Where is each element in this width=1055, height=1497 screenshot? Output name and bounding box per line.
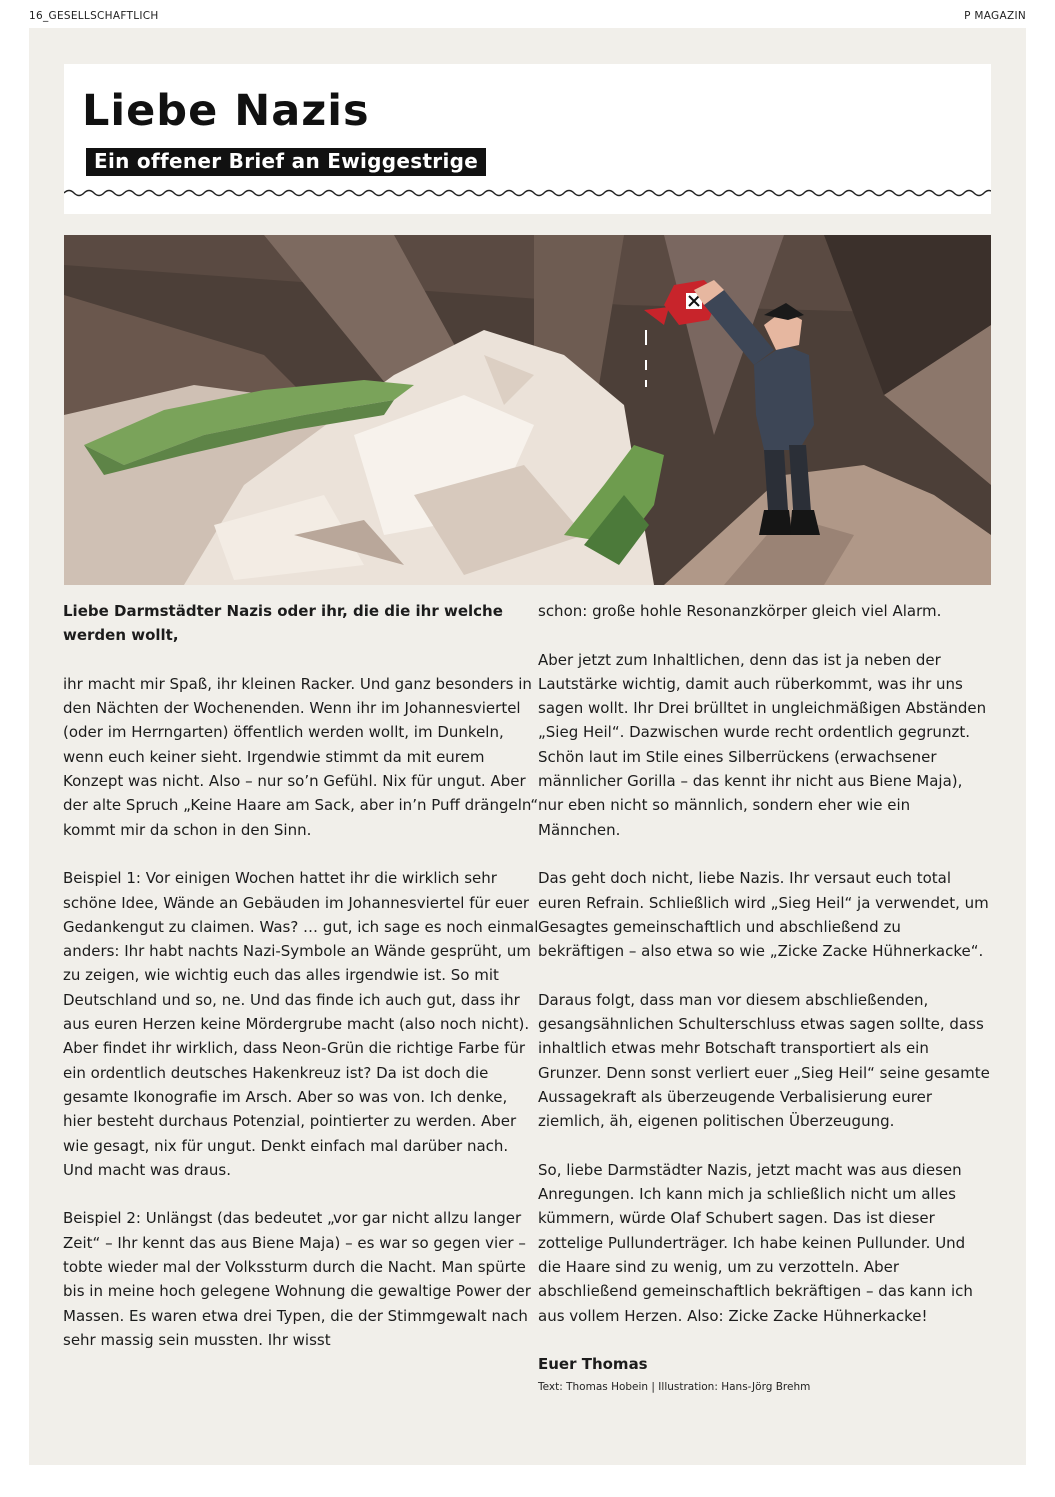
paragraph: Beispiel 2: Unlängst (das bedeutet „vor gar nicht allzu langer Zeit“ – Ihr kennt das aus Biene Maja) – es war so gegen vier – tobte wieder mal der Volkssturm durch die Nacht. Man spürte bis in meine hoch gelegene Wohnung die gewaltige Power der Massen. Es waren etwa drei Typen, die der Stimmgewalt nach sehr massig sein mussten. Ihr wisst — [63, 1209, 531, 1349]
paragraph: schon: große hohle Resonanzkörper gleich viel Alarm. — [538, 602, 942, 620]
wavy-divider — [64, 186, 991, 200]
magazine-name: P MAGAZIN — [964, 10, 1026, 22]
section-label: 16_GESELLSCHAFTLICH — [29, 10, 159, 22]
paragraph: So, liebe Darmstädter Nazis, jetzt macht was aus diesen Anregungen. Ich kann mich ja schließlich nicht um alles kümmern, würde Olaf Schubert sagen. Das ist dieser zottelige Pullunderträger. Ich habe keinen Pullunder. Und die Haare sind zu wenig, um zu verzotteln. Aber abschließend gemeinschaftlich bekräftigen – das kann ich aus vollem Herzen. Also: Zicke Zacke Hühnerkacke! — [538, 1160, 973, 1325]
paragraph: Aber jetzt zum Inhaltlichen, denn das ist ja neben der Lautstärke wichtig, damit auch rüberkommt, was ihr uns sagen wollt. Ihr Drei brülltet in ungleichmäßigen Abständen „Sieg Heil“. Dazwischen wurde recht ordentlich gegrunzt. Schön laut im Stile eines Silberrückens (erwachsener männlicher Gorilla – das kennt ihr nicht aus Biene Maja), nur eben nicht so männlich, sondern eher wie ein Männchen. — [538, 650, 987, 839]
column-right — [538, 599, 990, 1419]
column-left — [63, 599, 539, 1377]
paragraph: Daraus folgt, dass man vor diesem abschließenden, gesangsähnlichen Schulterschluss etwas sagen sollte, dass inhaltlich etwas mehr Botschaft transportiert als ein Grunzer. Denn sonst verliert euer „Sieg Heil“ seine gesamte Aussagekraft als überzeugende Verbalisierung eurer ziemlich, äh, eigenen politischen Überzeugung. — [538, 990, 990, 1131]
credits: Text: Thomas Hobein | Illustration: Hans-Jörg Brehm — [538, 1380, 811, 1393]
article-lead: Liebe Darmstädter Nazis oder ihr, die die ihr welche werden wollt, — [63, 602, 503, 645]
title-box — [64, 64, 991, 214]
article-panel — [29, 28, 1026, 1465]
paragraph: Beispiel 1: Vor einigen Wochen hattet ihr die wirklich sehr schöne Idee, Wände an Gebäuden im Johannesviertel für euer Gedankengut zu claimen. Was? … gut, ich sage es noch einmal anders: Ihr habt nachts Nazi-Symbole an Wände gesprüht, um zu zeigen, wie wichtig euch das alles irgendwie ist. So mit Deutschland und so, ne. Und das finde ich auch gut, dass ihr aus euren Herzen keine Mördergrube macht (also noch nicht). Aber findet ihr wirklich, dass Neon-Grün die richtige Farbe für ein ordentlich deutsches Hakenkreuz ist? Da ist doch die gesamte Ikonografie im Arsch. Aber so was von. Ich denke, hier besteht durchaus Potenzial, pointierter zu werden. Aber wie gesagt, nix für ungut. Denkt einfach mal darüber nach. Und macht was draus. — [63, 869, 539, 1179]
paragraph: ihr macht mir Spaß, ihr kleinen Racker. Und ganz besonders in den Nächten der Wochenenden. Wenn ihr im Johannesviertel (oder im Herrngarten) öffentlich werden wollt, im Dunkeln, wenn euch keiner sieht. Irgendwie stimmt da mit eurem Konzept was nicht. Also – nur so’n Gefühl. Nix für ungut. Aber der alte Spruch „Keine Haare am Sack, aber in’n Puff drängeln“ kommt mir da schon in den Sinn. — [63, 674, 539, 839]
signature: Euer Thomas — [538, 1355, 648, 1374]
paragraph: Das geht doch nicht, liebe Nazis. Ihr versaut euch total euren Refrain. Schließlich wird „Sieg Heil“ ja verwendet, um Gesagtes gemeinschaftlich und abschließend zu bekräftigen – also etwa so wie „Zicke Zacke Hühnerkacke“. — [538, 869, 989, 961]
article-subtitle: Ein offener Brief an Ewiggestrige — [86, 148, 486, 176]
article-title: Liebe Nazis — [82, 86, 370, 136]
article-illustration — [64, 235, 991, 585]
page-header — [29, 10, 1026, 22]
